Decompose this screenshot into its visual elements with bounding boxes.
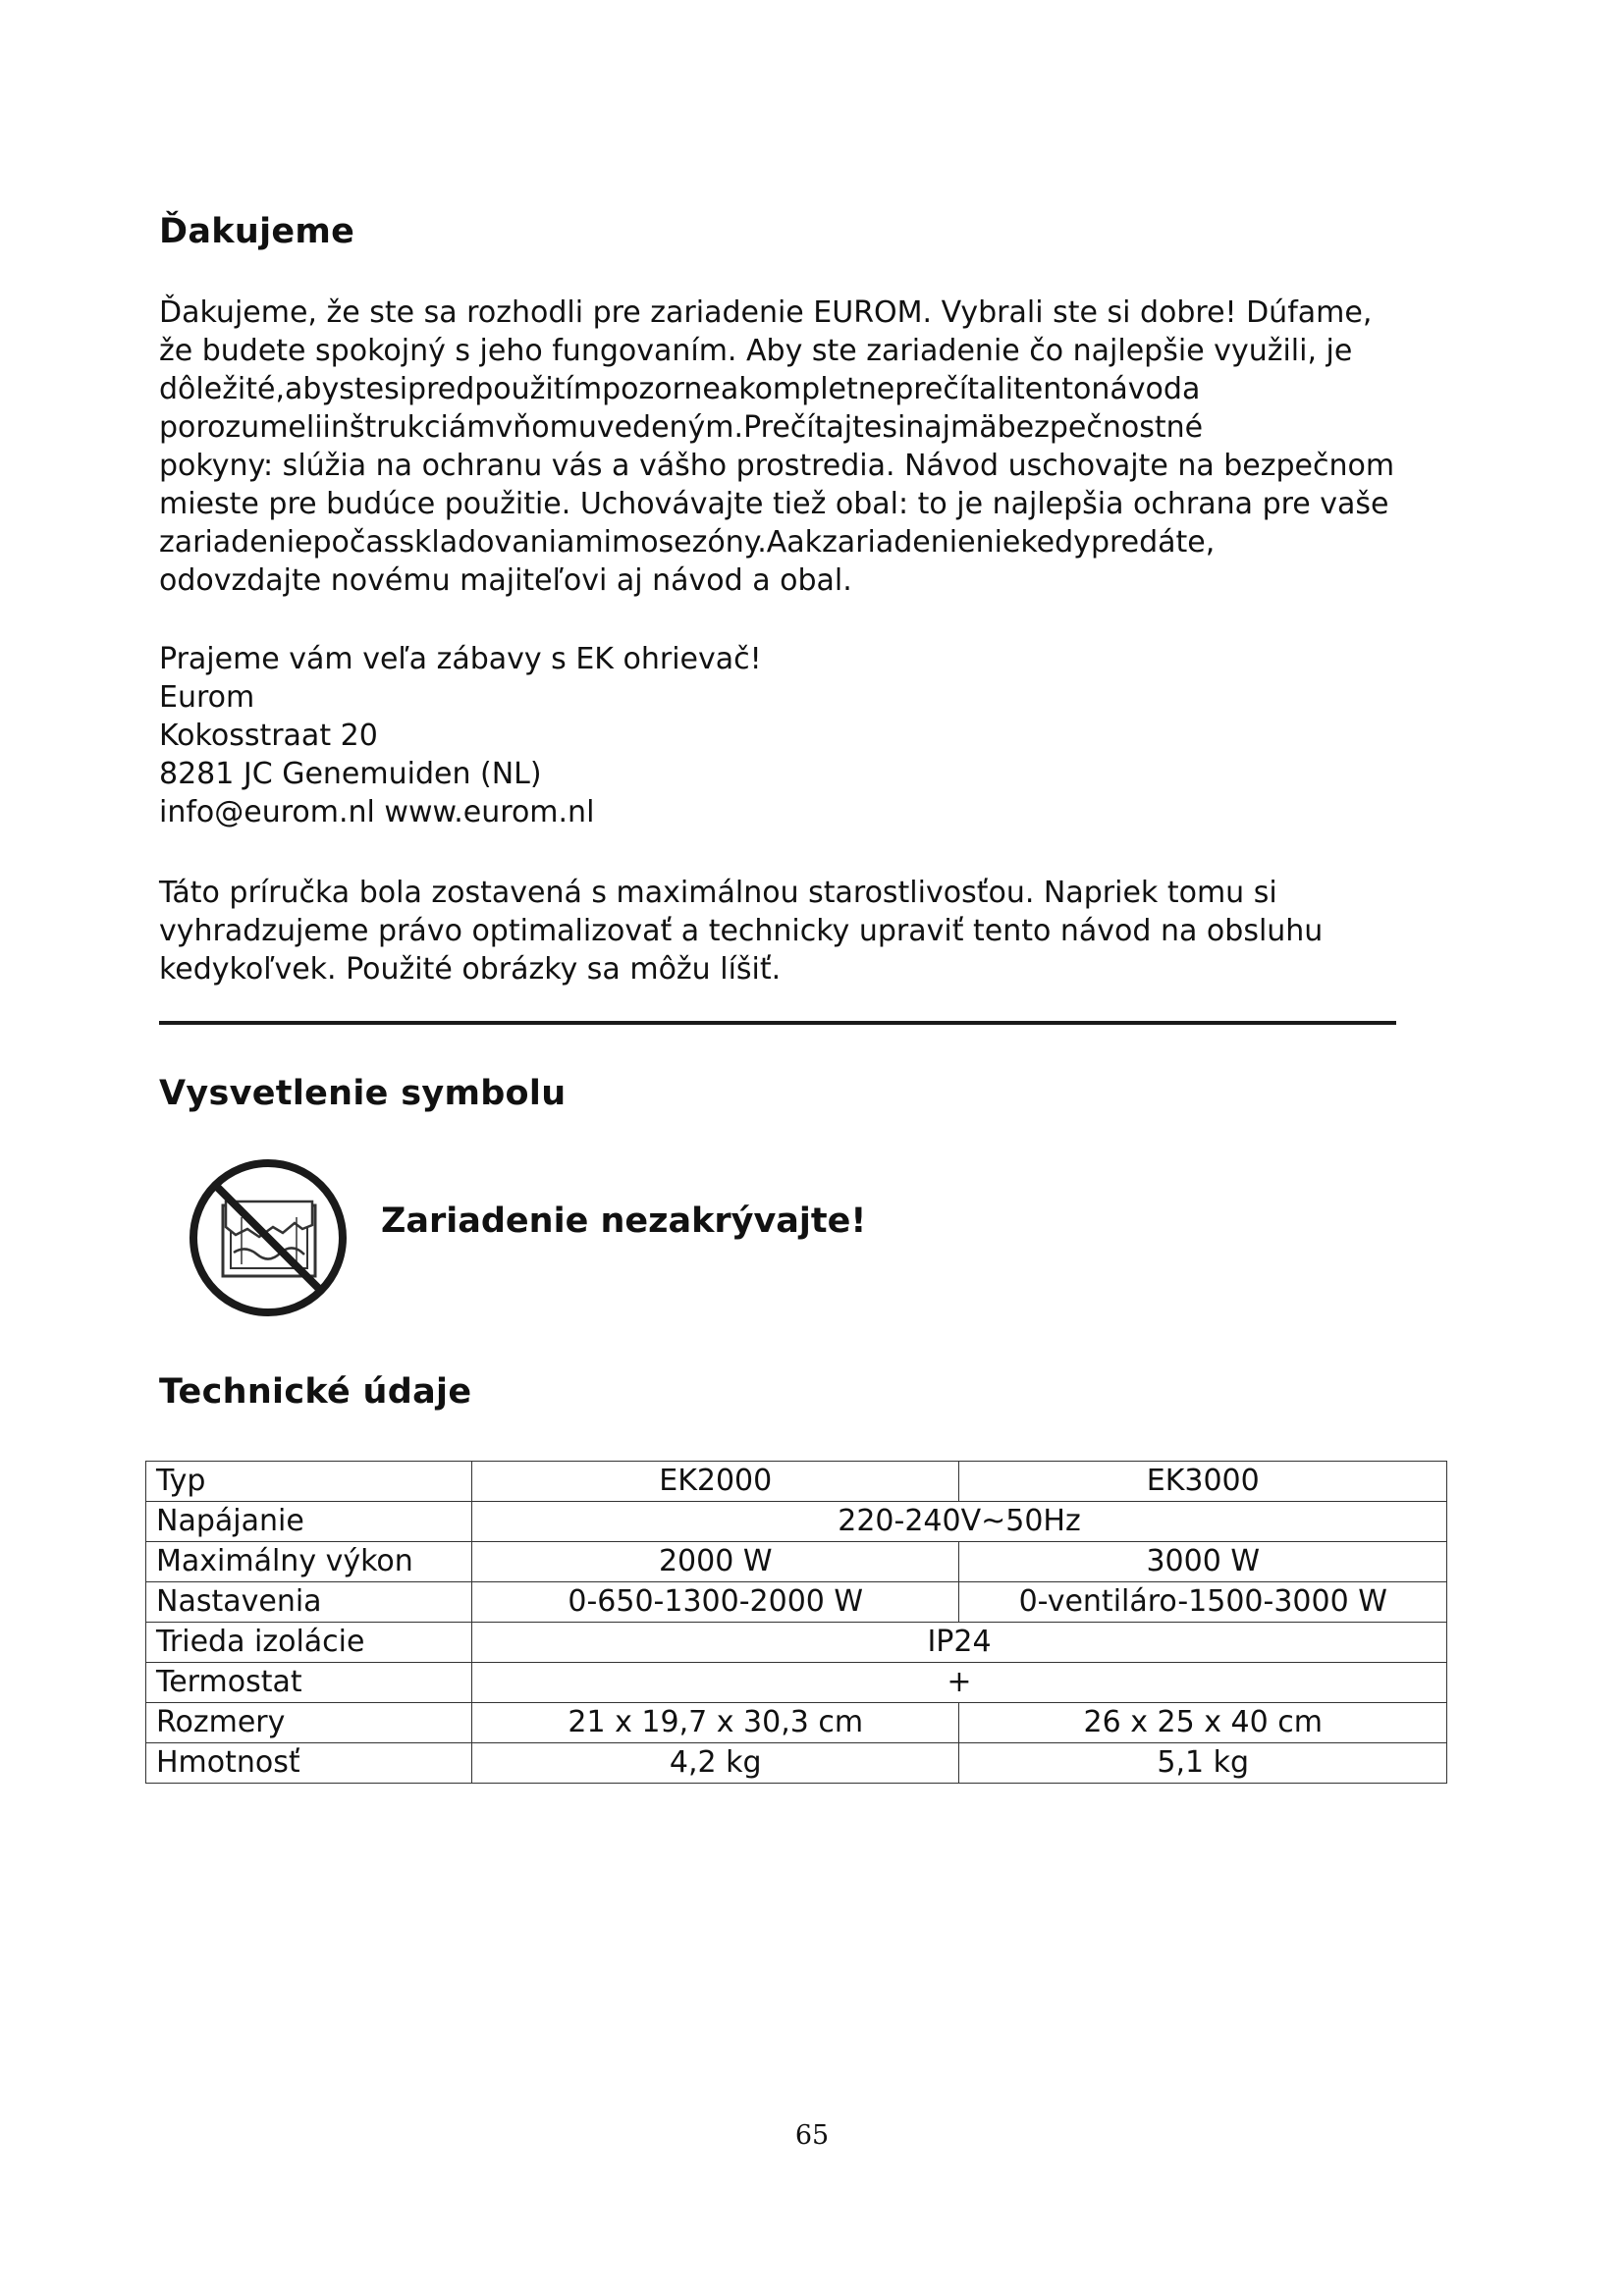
- horizontal-divider: [159, 1021, 1396, 1025]
- row-label: Maximálny výkon: [146, 1542, 472, 1582]
- email-website-line: info@eurom.nl www.eurom.nl: [159, 795, 595, 829]
- row-value-ek2000: 2000 W: [472, 1542, 959, 1582]
- table-row: [146, 1623, 1447, 1663]
- row-value-ek2000: EK2000: [472, 1462, 959, 1502]
- disclaimer-line: kedykoľvek. Použité obrázky sa môžu líšiť.: [159, 952, 782, 987]
- row-label: Rozmery: [146, 1703, 472, 1743]
- row-value-shared: +: [472, 1663, 1447, 1703]
- row-label: Trieda izolácie: [146, 1623, 472, 1663]
- table-row: [146, 1582, 1447, 1623]
- row-value-shared: IP24: [472, 1623, 1447, 1663]
- intro-line: dôležité,abystesipredpoužitímpozorneakompletneprečítalitentonávoda: [159, 372, 1201, 406]
- page-number: 65: [794, 2120, 830, 2151]
- table-row: [146, 1663, 1447, 1703]
- company-name: Eurom: [159, 680, 255, 715]
- greeting-line: Prajeme vám veľa zábavy s EK ohrievač!: [159, 642, 762, 676]
- row-value-shared: 220-240V~50Hz: [472, 1502, 1447, 1542]
- row-value-ek3000: 26 x 25 x 40 cm: [959, 1703, 1447, 1743]
- intro-line: zariadeniepočasskladovaniamimosezóny.Aakzariadenieniekedypredáte,: [159, 525, 1216, 560]
- contact-block: [159, 640, 1514, 831]
- intro-line: porozumeliinštrukciámvňomuvedeným.Prečítajtesinajmäbezpečnostné: [159, 410, 1204, 445]
- table-row: [146, 1703, 1447, 1743]
- table-row: [146, 1502, 1447, 1542]
- street-address: Kokosstraat 20: [159, 719, 378, 753]
- intro-line: že budete spokojný s jeho fungovaním. Aby ste zariadenie čo najlepšie využili, je: [159, 334, 1353, 368]
- section-heading-symbol: Vysvetlenie symbolu: [159, 1074, 567, 1113]
- disclaimer-line: Táto príručka bola zostavená s maximálnou starostlivosťou. Napriek tomu si: [159, 876, 1277, 910]
- city-address: 8281 JC Genemuiden (NL): [159, 757, 542, 791]
- technical-data-table: [145, 1461, 1447, 1784]
- technical-data-body: [146, 1462, 1447, 1784]
- do-not-cover-icon: [187, 1156, 350, 1319]
- section-heading-thanks: Ďakujeme: [159, 212, 355, 251]
- row-label: Napájanie: [146, 1502, 472, 1542]
- section-heading-tech: Technické údaje: [159, 1372, 472, 1412]
- row-label: Termostat: [146, 1663, 472, 1703]
- intro-paragraph: [159, 294, 1514, 600]
- intro-line: pokyny: slúžia na ochranu vás a vášho prostredia. Návod uschovajte na bezpečnom: [159, 449, 1395, 483]
- row-label: Hmotnosť: [146, 1743, 472, 1784]
- table-row: [146, 1542, 1447, 1582]
- row-value-ek2000: 21 x 19,7 x 30,3 cm: [472, 1703, 959, 1743]
- symbol-description: Zariadenie nezakrývajte!: [381, 1201, 867, 1241]
- table-row: [146, 1743, 1447, 1784]
- row-value-ek3000: 3000 W: [959, 1542, 1447, 1582]
- disclaimer-line: vyhradzujeme právo optimalizovať a technicky upraviť tento návod na obsluhu: [159, 914, 1324, 948]
- row-value-ek3000: EK3000: [959, 1462, 1447, 1502]
- row-value-ek2000: 0-650-1300-2000 W: [472, 1582, 959, 1623]
- row-value-ek3000: 0-ventiláro-1500-3000 W: [959, 1582, 1447, 1623]
- disclaimer-paragraph: [159, 874, 1514, 988]
- table-row: [146, 1462, 1447, 1502]
- intro-line: mieste pre budúce použitie. Uchovávajte tiež obal: to je najlepšia ochrana pre vaše: [159, 487, 1389, 521]
- row-value-ek2000: 4,2 kg: [472, 1743, 959, 1784]
- intro-line: odovzdajte novému majiteľovi aj návod a obal.: [159, 563, 852, 598]
- row-label: Typ: [146, 1462, 472, 1502]
- intro-line: Ďakujeme, že ste sa rozhodli pre zariadenie EUROM. Vybrali ste si dobre! Dúfame,: [159, 295, 1373, 330]
- row-value-ek3000: 5,1 kg: [959, 1743, 1447, 1784]
- row-label: Nastavenia: [146, 1582, 472, 1623]
